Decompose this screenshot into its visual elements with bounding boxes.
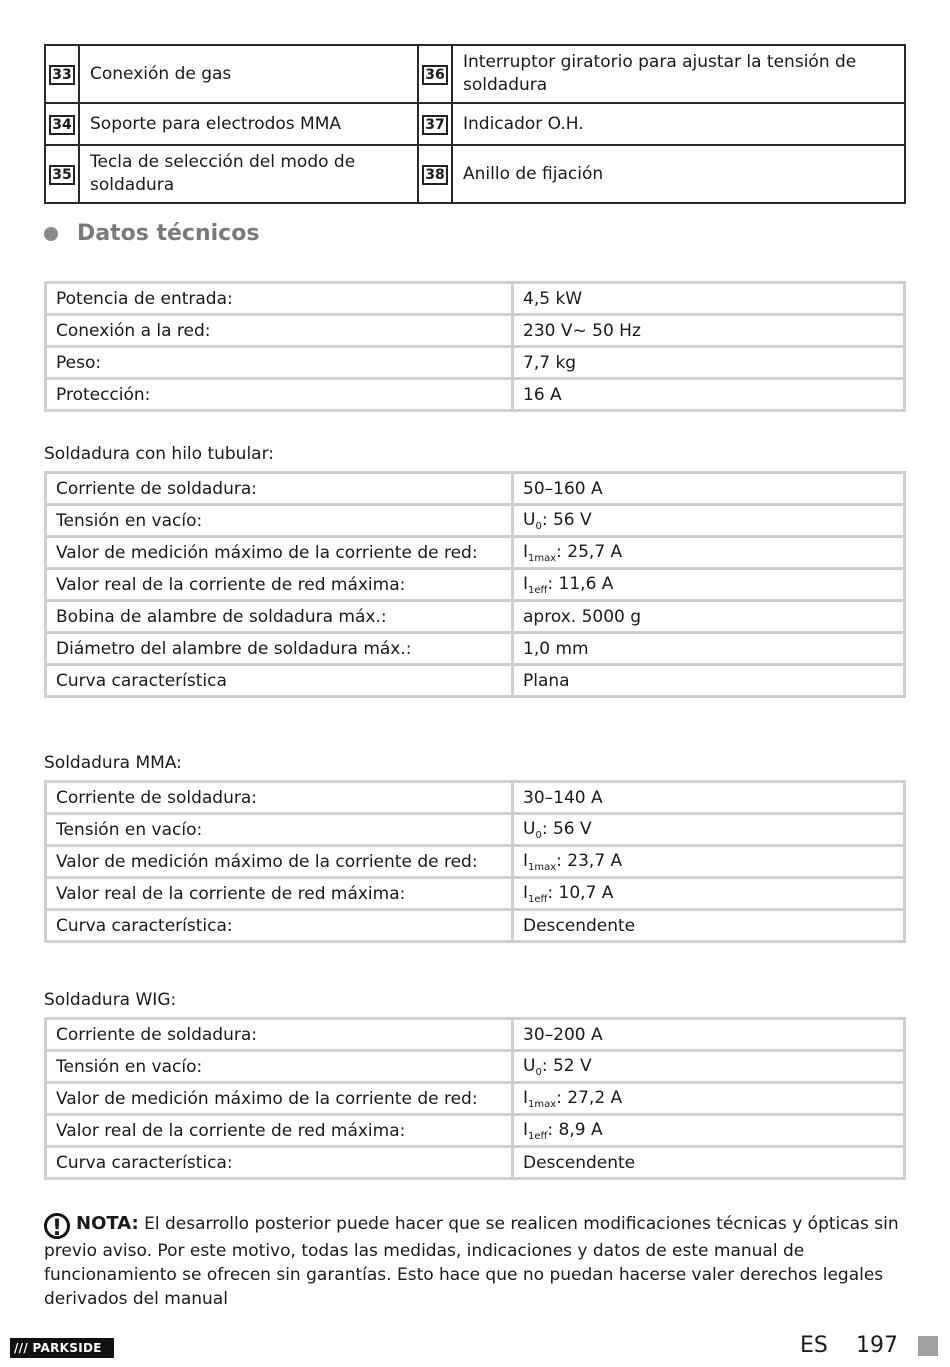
spec-label: Valor real de la corriente de red máxima: bbox=[46, 1115, 513, 1147]
spec-label: Curva característica bbox=[46, 665, 513, 697]
spec-row bbox=[46, 1115, 905, 1147]
value-subscript: 0 bbox=[535, 829, 542, 841]
spec-value: 1,0 mm bbox=[513, 633, 905, 665]
value-symbol: I bbox=[523, 541, 529, 562]
spec-value: 4,5 kW bbox=[513, 283, 905, 315]
part-number-cell bbox=[418, 45, 452, 103]
spec-value: 30–140 A bbox=[513, 782, 905, 814]
value-symbol: I bbox=[523, 573, 529, 594]
parts-row bbox=[45, 145, 905, 203]
spec-row bbox=[46, 347, 905, 379]
page-language: ES bbox=[800, 1333, 828, 1358]
value-text: : 23,7 A bbox=[556, 850, 623, 871]
parts-row bbox=[45, 103, 905, 145]
wig-spec-table bbox=[44, 1017, 906, 1180]
value-symbol: I bbox=[523, 882, 529, 903]
spec-row bbox=[46, 910, 905, 942]
spec-label: Tensión en vacío: bbox=[46, 505, 513, 537]
spec-value bbox=[513, 1115, 905, 1147]
spec-label: Valor real de la corriente de red máxima: bbox=[46, 569, 513, 601]
spec-row bbox=[46, 1147, 905, 1179]
value-text: : 27,2 A bbox=[556, 1087, 623, 1108]
spec-label: Tensión en vacío: bbox=[46, 814, 513, 846]
part-number-cell bbox=[45, 45, 79, 103]
spec-label: Corriente de soldadura: bbox=[46, 1019, 513, 1051]
spec-row bbox=[46, 1019, 905, 1051]
part-label: Tecla de selección del modo de soldadura bbox=[79, 145, 418, 203]
value-text: : 11,6 A bbox=[547, 573, 614, 594]
spec-value: 50–160 A bbox=[513, 473, 905, 505]
flux-caption: Soldadura con hilo tubular: bbox=[44, 444, 275, 464]
spec-value bbox=[513, 878, 905, 910]
spec-label: Conexión a la red: bbox=[46, 315, 513, 347]
value-subscript: 0 bbox=[535, 1066, 542, 1078]
part-number-badge: 37 bbox=[422, 115, 447, 135]
spec-label: Curva característica: bbox=[46, 910, 513, 942]
spec-row bbox=[46, 473, 905, 505]
spec-value bbox=[513, 846, 905, 878]
spec-value bbox=[513, 537, 905, 569]
spec-label: Tensión en vacío: bbox=[46, 1051, 513, 1083]
part-label: Interruptor giratorio para ajustar la tensión de soldadura bbox=[452, 45, 905, 103]
value-subscript: 1eff bbox=[528, 584, 548, 596]
value-symbol: U bbox=[523, 509, 536, 530]
spec-label: Corriente de soldadura: bbox=[46, 782, 513, 814]
spec-row bbox=[46, 846, 905, 878]
page-number: 197 bbox=[856, 1333, 898, 1358]
spec-row bbox=[46, 814, 905, 846]
page-marker bbox=[918, 1336, 938, 1356]
spec-row bbox=[46, 1051, 905, 1083]
spec-label: Valor de medición máximo de la corriente de red: bbox=[46, 846, 513, 878]
value-subscript: 1eff bbox=[528, 893, 548, 905]
spec-row bbox=[46, 315, 905, 347]
spec-value bbox=[513, 505, 905, 537]
spec-label: Diámetro del alambre de soldadura máx.: bbox=[46, 633, 513, 665]
part-number-badge: 33 bbox=[49, 65, 74, 85]
value-subscript: 0 bbox=[535, 520, 542, 532]
spec-label: Corriente de soldadura: bbox=[46, 473, 513, 505]
part-number-cell bbox=[45, 103, 79, 145]
spec-label: Potencia de entrada: bbox=[46, 283, 513, 315]
spec-value: aprox. 5000 g bbox=[513, 601, 905, 633]
value-symbol: U bbox=[523, 818, 536, 839]
spec-label: Bobina de alambre de soldadura máx.: bbox=[46, 601, 513, 633]
part-label: Indicador O.H. bbox=[452, 103, 905, 145]
spec-row bbox=[46, 537, 905, 569]
spec-row bbox=[46, 569, 905, 601]
spec-row bbox=[46, 782, 905, 814]
value-subscript: 1max bbox=[528, 552, 557, 564]
spec-row bbox=[46, 601, 905, 633]
spec-value: Plana bbox=[513, 665, 905, 697]
spec-value bbox=[513, 1083, 905, 1115]
spec-row bbox=[46, 1083, 905, 1115]
spec-value: 7,7 kg bbox=[513, 347, 905, 379]
spec-value: 30–200 A bbox=[513, 1019, 905, 1051]
spec-row bbox=[46, 505, 905, 537]
flux-spec-table bbox=[44, 471, 906, 698]
value-text: : 8,9 A bbox=[547, 1119, 603, 1140]
note-text: El desarrollo posterior puede hacer que se realicen modificaciones técnicas y ópticas sin previo aviso. Por este motivo, todas las medidas, indicaciones y datos de este manual de funcionamiento se ofrecen sin garantías. Esto hace que no puedan hacerse valer derechos legales derivados del manual bbox=[44, 1214, 899, 1309]
spec-value bbox=[513, 814, 905, 846]
spec-label: Protección: bbox=[46, 379, 513, 411]
value-symbol: I bbox=[523, 850, 529, 871]
note-label: NOTA: bbox=[76, 1213, 139, 1234]
part-number-badge: 36 bbox=[422, 65, 447, 85]
spec-label: Valor real de la corriente de red máxima: bbox=[46, 878, 513, 910]
spec-value: 16 A bbox=[513, 379, 905, 411]
general-spec-table bbox=[44, 281, 906, 412]
spec-row bbox=[46, 633, 905, 665]
spec-row bbox=[46, 878, 905, 910]
section-heading bbox=[44, 221, 259, 246]
spec-value bbox=[513, 569, 905, 601]
spec-label: Valor de medición máximo de la corriente de red: bbox=[46, 1083, 513, 1115]
part-number-badge: 34 bbox=[49, 115, 74, 135]
part-number-cell bbox=[418, 103, 452, 145]
part-label: Conexión de gas bbox=[79, 45, 418, 103]
part-number-cell bbox=[418, 145, 452, 203]
spec-value: 230 V~ 50 Hz bbox=[513, 315, 905, 347]
spec-value bbox=[513, 1051, 905, 1083]
value-symbol: U bbox=[523, 1055, 536, 1076]
value-symbol: I bbox=[523, 1087, 529, 1108]
spec-value: Descendente bbox=[513, 910, 905, 942]
part-number-badge: 38 bbox=[422, 165, 447, 185]
spec-row bbox=[46, 379, 905, 411]
parts-table bbox=[44, 44, 906, 204]
spec-row bbox=[46, 283, 905, 315]
exclamation-circle-icon: ! bbox=[44, 1213, 70, 1239]
value-text: : 56 V bbox=[541, 509, 592, 530]
value-subscript: 1max bbox=[528, 861, 557, 873]
spec-row bbox=[46, 665, 905, 697]
value-subscript: 1max bbox=[528, 1098, 557, 1110]
value-text: : 10,7 A bbox=[547, 882, 614, 903]
value-text: : 56 V bbox=[541, 818, 592, 839]
spec-value: Descendente bbox=[513, 1147, 905, 1179]
mma-spec-table bbox=[44, 780, 906, 943]
part-label: Anillo de fijación bbox=[452, 145, 905, 203]
note-paragraph bbox=[44, 1212, 910, 1311]
value-text: : 52 V bbox=[541, 1055, 592, 1076]
value-subscript: 1eff bbox=[528, 1130, 548, 1142]
part-number-cell bbox=[45, 145, 79, 203]
mma-caption: Soldadura MMA: bbox=[44, 753, 182, 773]
value-text: : 25,7 A bbox=[556, 541, 623, 562]
value-symbol: I bbox=[523, 1119, 529, 1140]
parkside-logo: /// PARKSIDE bbox=[10, 1338, 114, 1358]
part-number-badge: 35 bbox=[49, 165, 74, 185]
spec-label: Peso: bbox=[46, 347, 513, 379]
bullet-icon bbox=[44, 227, 58, 241]
section-title: Datos técnicos bbox=[77, 221, 260, 246]
wig-caption: Soldadura WIG: bbox=[44, 990, 177, 1010]
spec-label: Curva característica: bbox=[46, 1147, 513, 1179]
parts-row bbox=[45, 45, 905, 103]
spec-label: Valor de medición máximo de la corriente de red: bbox=[46, 537, 513, 569]
part-label: Soporte para electrodos MMA bbox=[79, 103, 418, 145]
